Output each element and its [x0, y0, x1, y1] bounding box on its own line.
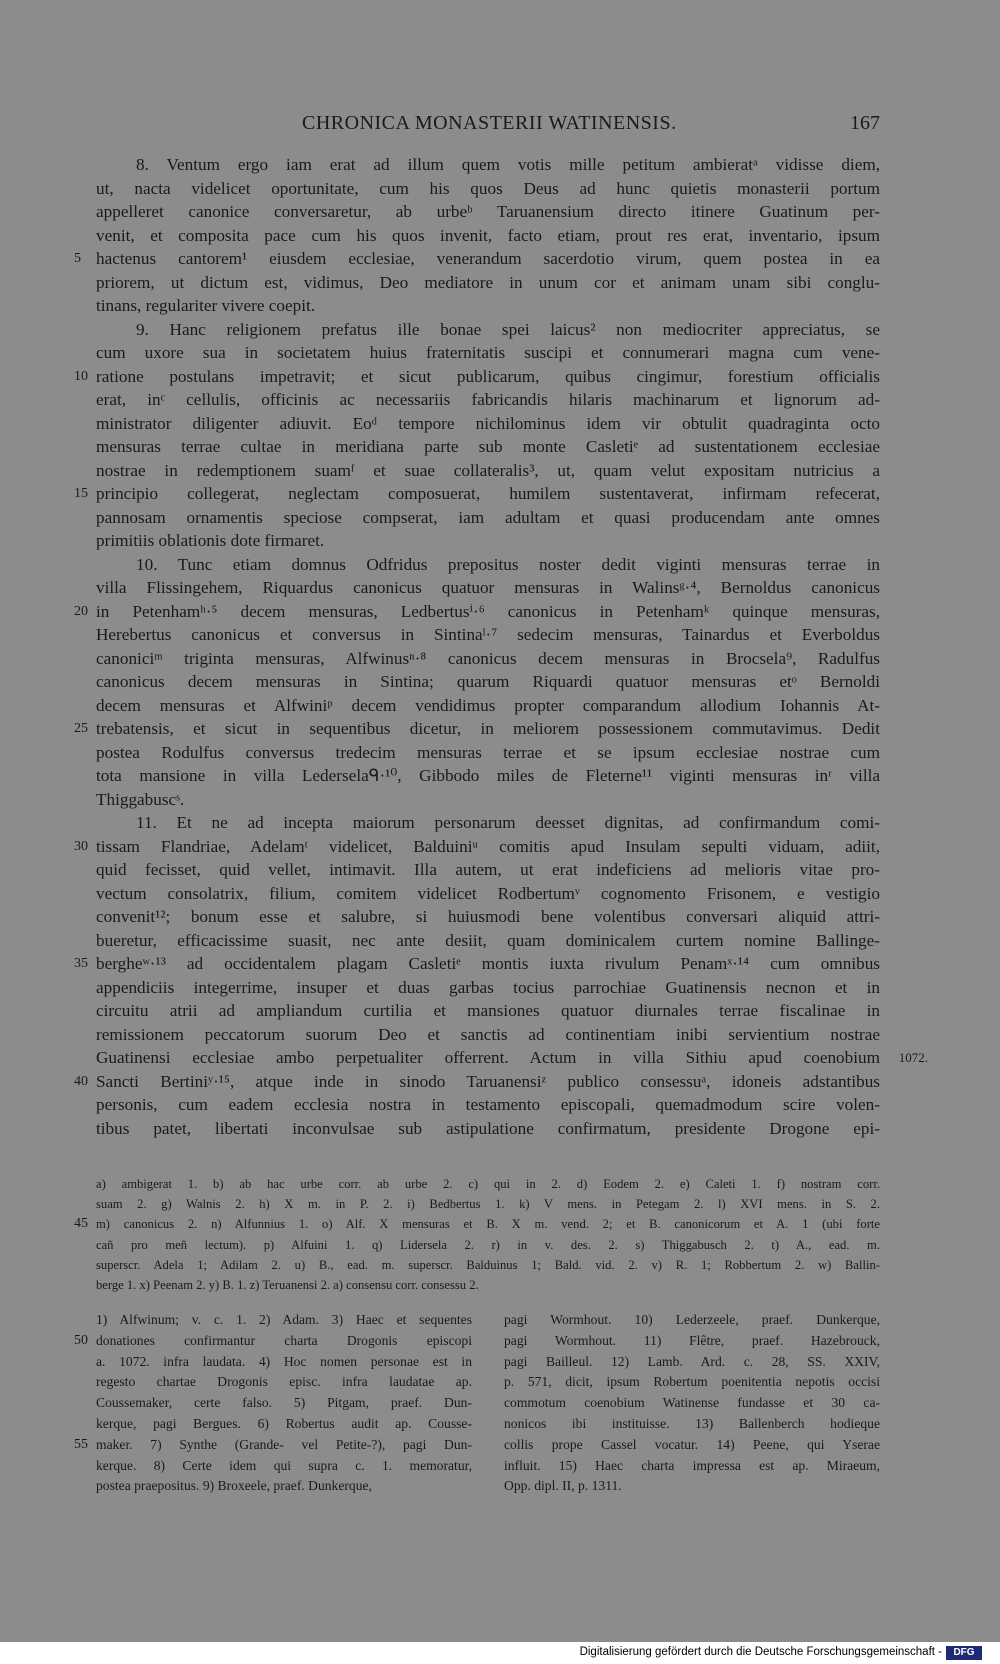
text-line [96, 905, 880, 929]
note-line [504, 1456, 880, 1477]
text-line [96, 576, 880, 600]
text-line [96, 388, 880, 412]
line-text: Opp. dipl. II, p. 1311. [504, 1478, 622, 1494]
margin-date: 1072. [898, 1050, 928, 1065]
text-line [96, 647, 880, 671]
dfg-logo: DFG [946, 1646, 982, 1660]
line-number: 25 [74, 721, 88, 736]
line-text: Herebertus canonicus et conversus in Sintinaˡ·⁷ sedecim mensuras, Tainardus et Everboldus [96, 625, 880, 644]
line-text: a) ambigerat 1. b) ab hac urbe corr. ab urbe 2. c) qui in 2. d) Eodem 2. e) Caleti 1. f) nostram corr. [96, 1177, 880, 1191]
text-line [96, 224, 880, 248]
note-line [96, 1372, 472, 1393]
text-line [74, 365, 880, 389]
line-text: priorem, ut dictum est, vidimus, Deo mediatore in unum cor et animam unam sibi conglu- [96, 272, 880, 292]
text-line [96, 529, 880, 553]
line-text: canoniciᵐ triginta mensuras, Alfwinusⁿ·⁸ canonicus decem mensuras in Brocsela⁹, Radulfus [96, 648, 880, 668]
line-text: berge 1. x) Peenam 2. y) B. 1. z) Teruanensi 2. a) consensu corr. consessu 2. [96, 1277, 479, 1292]
line-text: tibus patet, libertati inconvulsae sub astipulatione confirmatum, presidente Drogone epi- [96, 1118, 880, 1138]
line-text: pagi Wormhout. 11) Flêtre, praef. Hazebrouck, [504, 1332, 880, 1348]
text-line [96, 788, 880, 812]
line-text: primitiis oblationis dote firmaret. [96, 531, 325, 550]
line-text: remissionem peccatorum suorum Deo et sanctis ad continentiam inibi servientium nostrae [96, 1024, 880, 1044]
note-line [74, 1435, 472, 1456]
text-line [96, 200, 880, 224]
line-text: cañ pro meñ lectum). p) Alfuini 1. q) Lidersela 2. r) in v. des. 2. s) Thiggabusch 2. t) A., ead. m. [96, 1237, 880, 1252]
text-line [96, 271, 880, 295]
text-line [96, 553, 880, 577]
line-number: 30 [74, 838, 88, 854]
line-text: commotum coenobium Watinense fundasse et 30 ca- [504, 1395, 880, 1411]
line-text: hactenus cantorem¹ eiusdem ecclesiae, venerandum sacerdotio virum, quem postea in ea [96, 249, 880, 268]
line-text: p. 571, dicit, ipsum Robertum poenitentia nepotis occisi [504, 1374, 880, 1390]
line-text: collis prope Cassel vocatur. 14) Peene, qui Yserae [504, 1436, 880, 1452]
note-line [96, 1476, 472, 1497]
critical-apparatus [74, 1174, 880, 1295]
text-line [96, 623, 880, 647]
footer-bar [0, 1642, 1000, 1664]
note-line [504, 1310, 880, 1331]
line-text: bergheʷ·¹³ ad occidentalem plagam Casletiᵉ montis iuxta rivulum Penamˣ·¹⁴ cum omnibus [96, 954, 880, 973]
note-line [96, 1414, 472, 1435]
note-line [96, 1352, 472, 1373]
line-text: nostrae in redemptionem suamᶠ et suae collateralis³, ut, quam velut expositam nutricius a [96, 460, 880, 480]
line-text: kerque. 8) Certe idem qui supra c. 1. memoratur, [96, 1457, 472, 1473]
note-line [96, 1456, 472, 1477]
line-number: 50 [74, 1332, 88, 1348]
text-line [96, 764, 880, 788]
text-line [96, 153, 880, 177]
text-line [96, 177, 880, 201]
line-text: pannosam ornamentis speciose compserat, iam adultam et quasi producendam ante omnes [96, 507, 880, 527]
text-line [96, 1093, 880, 1117]
line-text: decem mensuras et Alfwiniᵖ decem vendidimus propter comparandum allodium Iohannis At- [96, 695, 880, 715]
text-line [74, 952, 880, 976]
line-text: mensuras terrae cultae in meridiana parte sub monte Casletiᵉ ad sustentationem ecclesiae [96, 437, 880, 456]
notes-column-right [504, 1310, 880, 1497]
text-line [74, 247, 880, 271]
text-line [96, 318, 880, 342]
line-text: tissam Flandriae, Adelamᵗ videlicet, Balduiniᵘ comitis apud Insulam sepulti viduam, adiit, [96, 836, 880, 856]
line-text: tota mansione in villa Lederselaᑫ·¹⁰, Gibbodo miles de Fleterne¹¹ viginti mensuras inʳ villa [96, 766, 880, 785]
text-line [96, 341, 880, 365]
text-line [96, 999, 880, 1023]
line-text: kerque, pagi Bergues. 6) Robertus audit ap. Cousse- [96, 1415, 472, 1431]
apparatus-line [96, 1275, 880, 1295]
line-text: Thiggabuscˢ. [96, 789, 185, 809]
line-text: postea praepositus. 9) Broxeele, praef. Dunkerque, [96, 1478, 372, 1494]
line-text: trebatensis, et sicut in sequentibus dicetur, in meliorem possessionem commutavimus. Dedit [96, 719, 880, 738]
apparatus-line [96, 1255, 880, 1275]
note-line [74, 1331, 472, 1352]
line-text: principio collegerat, neglectam composuerat, humilem sustentaverat, infirmam refecerat, [96, 484, 880, 503]
line-text: 9. Hanc religionem prefatus ille bonae spei laicus² non mediocriter appreciatus, se [136, 319, 880, 339]
line-text: 10. Tunc etiam domnus Odfridus prepositus noster dedit viginti mensuras terrae in [136, 554, 880, 574]
line-text: superscr. Adela 1; Adilam 2. u) B., ead. m. superscr. Balduinus 1; Bald. vid. 2. v) R. 1; Robbertum 2. w) Ballin- [96, 1257, 880, 1272]
text-line [74, 717, 880, 741]
line-text: in Petenhamʰ·⁵ decem mensuras, Ledbertusⁱ·⁶ canonicus in Petenhamᵏ quinque mensuras, [96, 601, 880, 621]
line-text: a. 1072. infra laudata. 4) Hoc nomen personae est in [96, 1353, 472, 1369]
text-line [96, 506, 880, 530]
line-text: personis, cum eadem ecclesia nostra in testamento episcopali, quemadmodum scire volen- [96, 1095, 880, 1114]
text-line [74, 1070, 880, 1094]
line-text: Guatinensi ecclesiae ambo perpetualiter offerrent. Actum in villa Sithiu apud coenobium [96, 1048, 880, 1067]
note-line [504, 1476, 880, 1497]
line-text: pagi Bailleul. 12) Lamb. Ard. c. 28, SS. XXIV, [504, 1353, 880, 1369]
line-number: 15 [74, 486, 88, 501]
text-line [96, 741, 880, 765]
line-text: 1) Alfwinum; v. c. 1. 2) Adam. 3) Haec et sequentes [96, 1312, 472, 1327]
apparatus-line [96, 1174, 880, 1194]
line-text: pagi Wormhout. 10) Lederzeele, praef. Dunkerque, [504, 1312, 880, 1327]
line-number: 45 [74, 1216, 88, 1232]
line-text: vectum consolatrix, filium, comitem videlicet Rodbertumᵛ cognomento Frisonem, e vestigio [96, 883, 880, 903]
note-line [96, 1393, 472, 1414]
text-line [96, 294, 880, 318]
line-text: ministrator diligenter adiuvit. Eoᵈ tempore nichilominus idem vir obtulit quadraginta octo [96, 413, 880, 433]
line-number: 40 [74, 1073, 88, 1089]
apparatus-line [96, 1235, 880, 1255]
line-text: 8. Ventum ergo iam erat ad illum quem votis mille petitum ambieratᵃ vidisse diem, [136, 155, 880, 174]
line-number: 35 [74, 956, 88, 971]
text-line [96, 858, 880, 882]
line-text: donationes confirmantur charta Drogonis episcopi [96, 1332, 472, 1348]
page-number: 167 [850, 112, 880, 134]
note-line [504, 1414, 880, 1435]
funding-credit: Digitalisierung gefördert durch die Deutsche Forschungsgemeinschaft - [579, 1646, 942, 1658]
line-text: Coussemaker, certe falso. 5) Pitgam, praef. Dun- [96, 1395, 472, 1411]
line-text: erat, inᶜ cellulis, officinis ac necessariis fabricandis hilaris machinarum et lignorum ad- [96, 390, 880, 409]
apparatus-line [74, 1214, 880, 1234]
text-line [96, 694, 880, 718]
line-number: 10 [74, 368, 88, 384]
line-text: cum uxore sua in societatem huius fraternitatis suscipi et connumerari magna cum vene- [96, 343, 880, 362]
line-text: ut, nacta videlicet oportunitate, cum his quos Deus ad hunc quietis monasterii portum [96, 178, 880, 198]
line-text: maker. 7) Synthe (Grande- vel Petite-?), pagi Dun- [96, 1436, 472, 1452]
line-text: canonicus decem mensuras in Sintina; quarum Riquardi quatuor mensuras etᵒ Bernoldi [96, 672, 880, 691]
apparatus-line [96, 1194, 880, 1214]
text-line [96, 459, 880, 483]
line-text: m) canonicus 2. n) Alfunnius 1. o) Alf. X mensuras et B. X m. vend. 2; et B. canonicorum et A. 1 (ubi forte [96, 1217, 880, 1232]
text-line [74, 600, 880, 624]
line-number: 20 [74, 603, 88, 619]
notes-column-left [74, 1310, 472, 1497]
line-text: suam 2. g) Walnis 2. h) X m. in P. 2. i) Bedbertus 1. k) V mens. in Petegam 2. l) XVI mens. in S. 2. [96, 1197, 880, 1212]
line-text: quid fecisset, quid vellet, intimavit. Illa autem, ut erat indeficiens ad melioris vitae pro- [96, 860, 880, 879]
line-text: Sancti Bertiniʸ·¹⁵, atque inde in sinodo Taruanensiᶻ publico consessuᵃ, idoneis adstantibus [96, 1071, 880, 1091]
text-line [96, 1046, 928, 1070]
line-text: circuitu atrii ad ampliandum curtilia et mansiones quatuor diurnales terrae fiscalinae in [96, 1001, 880, 1020]
main-text [74, 153, 928, 1140]
note-line [504, 1393, 880, 1414]
line-text: convenit¹²; bonum esse et salubre, si huiusmodi bene volentibus conversari aliquid attri- [96, 907, 880, 926]
text-line [96, 882, 880, 906]
line-text: regesto chartae Drogonis episc. infra laudatae ap. [96, 1374, 472, 1390]
running-title: CHRONICA MONASTERII WATINENSIS. [302, 112, 677, 134]
line-text: appelleret canonice conversaretur, ab urbeᵇ Taruanensium directo itinere Guatinum per- [96, 202, 880, 221]
line-text: bueretur, efficacissime suasit, nec ante desiit, quam dominicalem curtem nomine Ballinge- [96, 930, 880, 950]
line-text: nonicos ibi instituisse. 13) Ballenberch hodieque [504, 1415, 880, 1431]
text-line [96, 929, 880, 953]
line-text: 11. Et ne ad incepta maiorum personarum deesset dignitas, ad confirmandum comi- [136, 813, 880, 832]
text-line [96, 976, 880, 1000]
note-line [504, 1435, 880, 1456]
line-number: 5 [74, 251, 81, 266]
note-line [504, 1331, 880, 1352]
text-line [74, 835, 880, 859]
line-number: 55 [74, 1436, 88, 1452]
text-line [96, 435, 880, 459]
text-line [96, 1023, 880, 1047]
text-line [96, 670, 880, 694]
text-line [96, 1117, 880, 1141]
note-line [504, 1372, 880, 1393]
line-text: venit, et composita pace cum his quos invenit, facto etiam, prout res erat, inventario, ipsum [96, 225, 880, 245]
note-line [504, 1352, 880, 1373]
text-line [96, 811, 880, 835]
text-line [74, 482, 880, 506]
line-text: tinans, regulariter vivere coepit. [96, 296, 316, 315]
line-text: villa Flissingehem, Riquardus canonicus quatuor mensuras in Walinsᵍ·⁴, Bernoldus canonicus [96, 578, 880, 597]
running-header [120, 112, 880, 138]
line-text: postea Rodulfus conversus tredecim mensuras terrae et se ipsum ecclesiae nostrae cum [96, 742, 880, 762]
text-line [96, 412, 880, 436]
line-text: influit. 15) Haec charta impressa est ap. Miraeum, [504, 1457, 880, 1473]
line-text: appendiciis integerrime, insuper et duas garbas tocius parrochiae Guatinensis necnon et in [96, 977, 880, 997]
line-text: ratione postulans impetravit; et sicut publicarum, quibus cingimur, forestium officialis [96, 366, 880, 386]
note-line [96, 1310, 472, 1331]
